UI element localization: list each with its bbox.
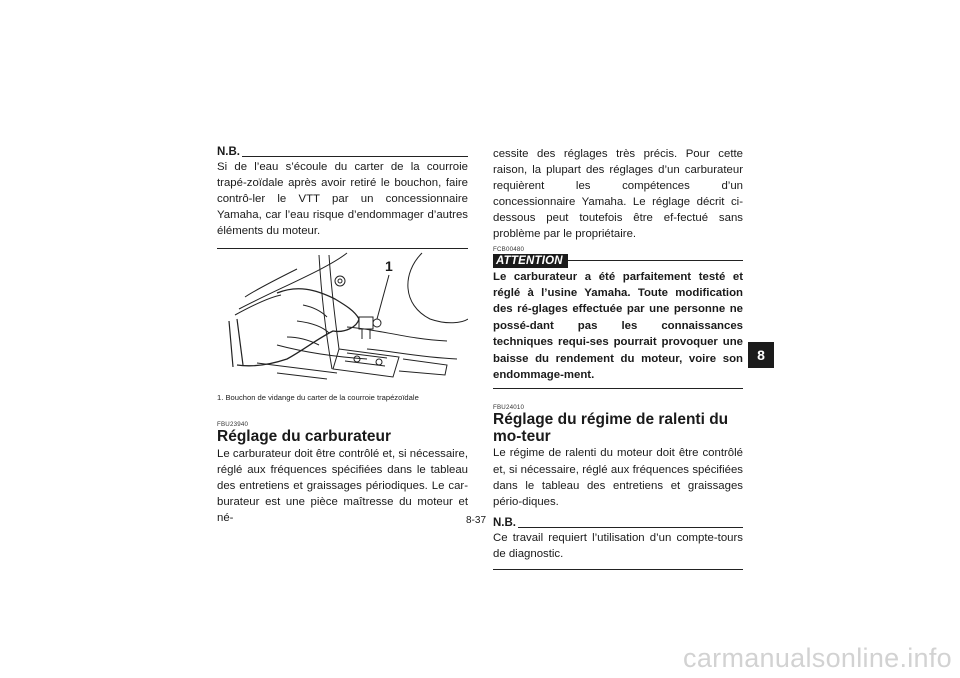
section-text: Le carburateur doit être contrôlé et, si nécessaire, réglé aux fréquences spécifiées dans le tableau des entretiens et graissages périodiques. Le car-burateur est une pièce maîtresse du moteur et né- (217, 447, 468, 525)
continuation-text: cessite des réglages très précis. Pour cette raison, la plupart des réglages d’un carburateur requièrent les compétences d’un concessionnaire Yamaha. Le réglage décrit ci-dessous peut toutefois être ef-fectué sans problème par le propriétaire. (493, 148, 743, 241)
attention-label: ATTENTION (493, 254, 568, 268)
section-code: FBU24010 (493, 404, 525, 412)
section-text: Le régime de ralenti du moteur doit être contrôlé et, si nécessaire, réglé aux fréquences spécifiées dans le tableau des entretiens et graissages pério-diques. (493, 447, 743, 508)
section-title: Réglage du carburateur (217, 428, 391, 446)
nb-text: Si de l’eau s’écoule du carter de la courroie trapé-zoïdale après avoir retiré le bouchon, faire contrô-ler le VTT par un concessionnaire Yamaha, car l’eau risque d’endommager d’autres éléments du moteur. (217, 159, 468, 249)
attention-rule (568, 260, 743, 261)
nb-header (493, 517, 743, 530)
page-number: 8-37 (466, 515, 487, 526)
right-column (493, 146, 743, 570)
section-code: FBU23940 (217, 421, 249, 429)
figure-drain-plug (217, 249, 468, 385)
section-title: Réglage du régime de ralenti du mo-teur (493, 411, 729, 445)
drain-plug-illustration (217, 249, 468, 385)
nb-text: Ce travail requiert l’utilisation d’un compte-tours de diagnostic. (493, 530, 743, 570)
nb-label: N.B. (493, 516, 516, 529)
figure-caption: 1. Bouchon de vidange du carter de la courroie trapézoïdale (217, 393, 419, 403)
attention-code: FCB00480 (493, 245, 525, 253)
attention-header (493, 254, 743, 268)
nb-rule (518, 527, 743, 528)
chapter-tab: 8 (748, 342, 774, 368)
watermark: carmanualsonline.info (683, 643, 952, 673)
left-column (217, 146, 468, 526)
nb-rule (242, 156, 468, 157)
nb-label: N.B. (217, 146, 240, 158)
nb-header (217, 146, 468, 159)
figure-callout-number: 1 (385, 258, 393, 275)
attention-text: Le carburateur a été parfaitement testé et réglé à l’usine Yamaha. Toute modification des ré-glages effectuée par une personne ne possé-dant pas les connaissances techniques requi-ses pourrait provoquer une baisse du rendement du moteur, voire son endommage-ment. (493, 268, 743, 390)
